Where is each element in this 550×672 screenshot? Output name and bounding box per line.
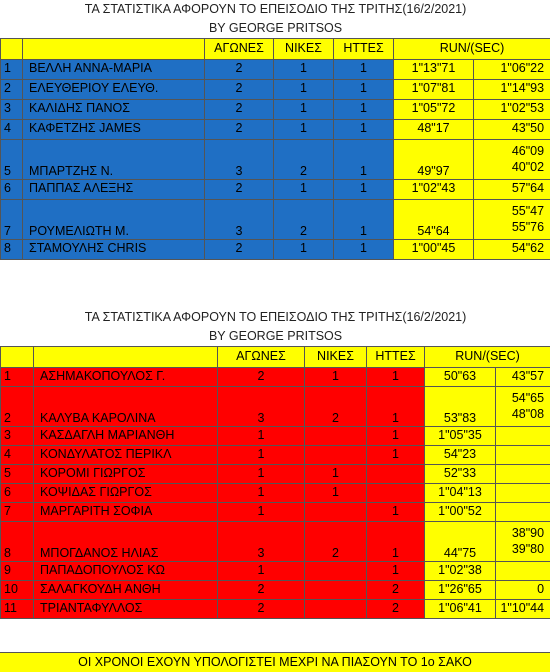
table-row [1, 426, 550, 445]
row-index: 5 [1, 139, 23, 179]
table-row [1, 599, 550, 618]
run-time-2 [496, 445, 550, 464]
run-time-1: 53"83 [425, 386, 496, 426]
row-index: 2 [1, 79, 23, 99]
row-index: 10 [1, 580, 34, 599]
losses-count: 2 [367, 599, 425, 618]
header-games: ΑΓΩΝΕΣ [218, 346, 305, 367]
games-count: 2 [205, 59, 274, 79]
player-name: ΠΑΠΑΔΟΠΟΥΛΟΣ ΚΩ [34, 561, 218, 580]
run-time-2 [496, 502, 550, 521]
table-2-title: ΤΑ ΣΤΑΤΙΣΤΙΚΑ ΑΦΟΡΟΥΝ ΤΟ ΕΠΕΙΣΟΔΙΟ ΤΗΣ ΤΡΙΤΗΣ(16/2/2021) [1, 308, 550, 328]
run-time-2 [496, 464, 550, 483]
row-index: 8 [1, 239, 23, 259]
losses-count [367, 483, 425, 502]
wins-count [305, 561, 367, 580]
wins-count: 2 [305, 521, 367, 561]
games-count: 2 [218, 599, 305, 618]
losses-count: 1 [367, 367, 425, 386]
player-name: ΚΟΝΔΥΛΑΤΟΣ ΠΕΡΙΚΛ [34, 445, 218, 464]
run-time-2a: 46"09 [477, 143, 544, 159]
table-row [1, 483, 550, 502]
games-count: 1 [218, 464, 305, 483]
run-time-2a: 54"65 [499, 390, 544, 406]
run-time-2-stack [496, 386, 550, 426]
stats-table-1 [0, 0, 550, 260]
run-time-1: 1"02"38 [425, 561, 496, 580]
losses-count: 1 [367, 426, 425, 445]
games-count: 1 [218, 483, 305, 502]
wins-count: 1 [305, 464, 367, 483]
row-index: 8 [1, 521, 34, 561]
run-time-1: 1"04"13 [425, 483, 496, 502]
player-name: ΒΕΛΛΗ ΑΝΝΑ-ΜΑΡΙΑ [23, 59, 205, 79]
losses-count: 1 [367, 502, 425, 521]
player-name: ΠΑΠΠΑΣ ΑΛΕΞΗΣ [23, 179, 205, 199]
run-time-2a: 38"90 [499, 525, 544, 541]
games-count: 2 [205, 99, 274, 119]
header-wins: ΝΙΚΕΣ [305, 346, 367, 367]
run-time-2: 43"50 [474, 119, 550, 139]
table-row [1, 502, 550, 521]
losses-count: 1 [367, 445, 425, 464]
footer-note: ΟΙ ΧΡΟΝΟΙ ΕΧΟΥΝ ΥΠΟΛΟΓΙΣΤΕΙ ΜΕΧΡΙ ΝΑ ΠΙΑΣΟΥΝ ΤΟ 1ο ΣΑΚΟ [0, 652, 550, 672]
run-time-1: 1"07"81 [394, 79, 474, 99]
table-row [1, 445, 550, 464]
losses-count: 1 [334, 59, 394, 79]
row-index: 3 [1, 426, 34, 445]
losses-count: 1 [334, 239, 394, 259]
player-name: ΜΑΡΓΑΡΙΤΗ ΣΟΦΙΑ [34, 502, 218, 521]
row-index: 11 [1, 599, 34, 618]
wins-count: 2 [305, 386, 367, 426]
row-index: 7 [1, 502, 34, 521]
table-row [1, 386, 550, 426]
run-time-1: 1"05"72 [394, 99, 474, 119]
row-index: 1 [1, 59, 23, 79]
wins-count [305, 502, 367, 521]
run-time-1: 44"75 [425, 521, 496, 561]
row-index: 4 [1, 119, 23, 139]
table-row [1, 179, 550, 199]
table-row [1, 367, 550, 386]
run-time-1: 54"23 [425, 445, 496, 464]
losses-count: 1 [367, 386, 425, 426]
player-name: ΡΟΥΜΕΛΙΩΤΗ Μ. [23, 199, 205, 239]
wins-count [305, 445, 367, 464]
games-count: 1 [218, 502, 305, 521]
run-time-2b: 55"76 [477, 219, 544, 235]
games-count: 3 [205, 139, 274, 179]
row-index: 6 [1, 483, 34, 502]
wins-count: 1 [274, 59, 334, 79]
games-count: 1 [218, 561, 305, 580]
losses-count: 1 [334, 179, 394, 199]
table-row [1, 239, 550, 259]
losses-count: 1 [334, 199, 394, 239]
table-row [1, 99, 550, 119]
run-time-2-stack [496, 521, 550, 561]
losses-count: 1 [334, 99, 394, 119]
games-count: 2 [205, 119, 274, 139]
table-row [1, 199, 550, 239]
games-count: 3 [218, 521, 305, 561]
wins-count: 2 [274, 199, 334, 239]
run-time-2b: 40"02 [477, 159, 544, 175]
run-time-1: 1"00"45 [394, 239, 474, 259]
run-time-2b: 48"08 [499, 406, 544, 422]
header-run: RUN/(SEC) [394, 38, 550, 59]
table-row [1, 580, 550, 599]
run-time-2a: 55"47 [477, 203, 544, 219]
row-index: 7 [1, 199, 23, 239]
row-index: 6 [1, 179, 23, 199]
run-time-2: 1"10"44 [496, 599, 550, 618]
games-count: 2 [218, 580, 305, 599]
run-time-2 [496, 426, 550, 445]
games-count: 2 [218, 367, 305, 386]
run-time-2 [496, 483, 550, 502]
run-time-2: 43"57 [496, 367, 550, 386]
player-name: ΚΑΛΥΒΑ ΚΑΡΟΛΙΝΑ [34, 386, 218, 426]
run-time-1: 1"05"35 [425, 426, 496, 445]
player-name: ΕΛΕΥΘΕΡΙΟΥ ΕΛΕΥΘ. [23, 79, 205, 99]
run-time-2b: 39"80 [499, 541, 544, 557]
header-losses: ΗΤΤΕΣ [334, 38, 394, 59]
wins-count: 1 [305, 367, 367, 386]
run-time-1: 52"33 [425, 464, 496, 483]
row-index: 3 [1, 99, 23, 119]
run-time-2: 57"64 [474, 179, 550, 199]
table-row [1, 79, 550, 99]
wins-count: 1 [274, 179, 334, 199]
losses-count: 1 [334, 119, 394, 139]
games-count: 2 [205, 239, 274, 259]
player-name: ΑΣΗΜΑΚΟΠΟΥΛΟΣ Γ. [34, 367, 218, 386]
player-name: ΚΑΛΙΔΗΣ ΠΑΝΟΣ [23, 99, 205, 119]
wins-count [305, 426, 367, 445]
table-1-subtitle: BY GEORGE PRITSOS [1, 20, 550, 38]
table-row [1, 139, 550, 179]
games-count: 3 [218, 386, 305, 426]
player-name: ΜΠΑΡΤΖΗΣ Ν. [23, 139, 205, 179]
run-time-1: 1"02"43 [394, 179, 474, 199]
player-name: ΣΤΑΜΟΥΛΗΣ CHRIS [23, 239, 205, 259]
run-time-2: 1"14"93 [474, 79, 550, 99]
games-count: 2 [205, 179, 274, 199]
losses-count: 2 [367, 580, 425, 599]
losses-count: 1 [367, 561, 425, 580]
run-time-2-stack [474, 139, 550, 179]
run-time-2 [496, 561, 550, 580]
wins-count: 2 [274, 139, 334, 179]
header-index [1, 346, 34, 367]
run-time-2: 1"06"22 [474, 59, 550, 79]
row-index: 9 [1, 561, 34, 580]
player-name: ΜΠΟΓΔΑΝΟΣ ΗΛΙΑΣ [34, 521, 218, 561]
row-index: 2 [1, 386, 34, 426]
row-index: 4 [1, 445, 34, 464]
losses-count: 1 [367, 521, 425, 561]
header-games: ΑΓΩΝΕΣ [205, 38, 274, 59]
losses-count [367, 464, 425, 483]
header-index [1, 38, 23, 59]
run-time-1: 50"63 [425, 367, 496, 386]
wins-count: 1 [274, 79, 334, 99]
row-index: 5 [1, 464, 34, 483]
row-index: 1 [1, 367, 34, 386]
wins-count: 1 [274, 99, 334, 119]
player-name: ΚΑΣΔΑΓΛΗ ΜΑΡΙΑΝΘΗ [34, 426, 218, 445]
wins-count: 1 [305, 483, 367, 502]
table-row [1, 561, 550, 580]
run-time-1: 49"97 [394, 139, 474, 179]
run-time-1: 1"26"65 [425, 580, 496, 599]
run-time-2-stack [474, 199, 550, 239]
header-losses: ΗΤΤΕΣ [367, 346, 425, 367]
wins-count [305, 599, 367, 618]
player-name: ΣΑΛΑΓΚΟΥΔΗ ΑΝΘΗ [34, 580, 218, 599]
games-count: 2 [205, 79, 274, 99]
table-2-subtitle: BY GEORGE PRITSOS [1, 328, 550, 346]
games-count: 3 [205, 199, 274, 239]
run-time-1: 54"64 [394, 199, 474, 239]
header-run: RUN/(SEC) [425, 346, 550, 367]
run-time-1: 1"13"71 [394, 59, 474, 79]
player-name: ΚΟΡΟΜΙ ΓΙΩΡΓΟΣ [34, 464, 218, 483]
wins-count: 1 [274, 119, 334, 139]
player-name: ΚΑΦΕΤΖΗΣ JAMES [23, 119, 205, 139]
wins-count: 1 [274, 239, 334, 259]
player-name: ΤΡΙΑΝΤΑΦΥΛΛΟΣ [34, 599, 218, 618]
wins-count [305, 580, 367, 599]
games-count: 1 [218, 445, 305, 464]
table-row [1, 119, 550, 139]
header-wins: ΝΙΚΕΣ [274, 38, 334, 59]
run-time-2: 54"62 [474, 239, 550, 259]
run-time-2: 1"02"53 [474, 99, 550, 119]
losses-count: 1 [334, 139, 394, 179]
run-time-2: 0 [496, 580, 550, 599]
player-name: ΚΟΨΙΔΑΣ ΓΙΩΡΓΟΣ [34, 483, 218, 502]
table-row [1, 464, 550, 483]
header-name [34, 346, 218, 367]
run-time-1: 48"17 [394, 119, 474, 139]
games-count: 1 [218, 426, 305, 445]
run-time-1: 1"06"41 [425, 599, 496, 618]
losses-count: 1 [334, 79, 394, 99]
table-row [1, 59, 550, 79]
table-row [1, 521, 550, 561]
stats-table-2 [0, 308, 550, 619]
header-name [23, 38, 205, 59]
table-1-title: ΤΑ ΣΤΑΤΙΣΤΙΚΑ ΑΦΟΡΟΥΝ ΤΟ ΕΠΕΙΣΟΔΙΟ ΤΗΣ ΤΡΙΤΗΣ(16/2/2021) [1, 0, 550, 20]
run-time-1: 1"00"52 [425, 502, 496, 521]
